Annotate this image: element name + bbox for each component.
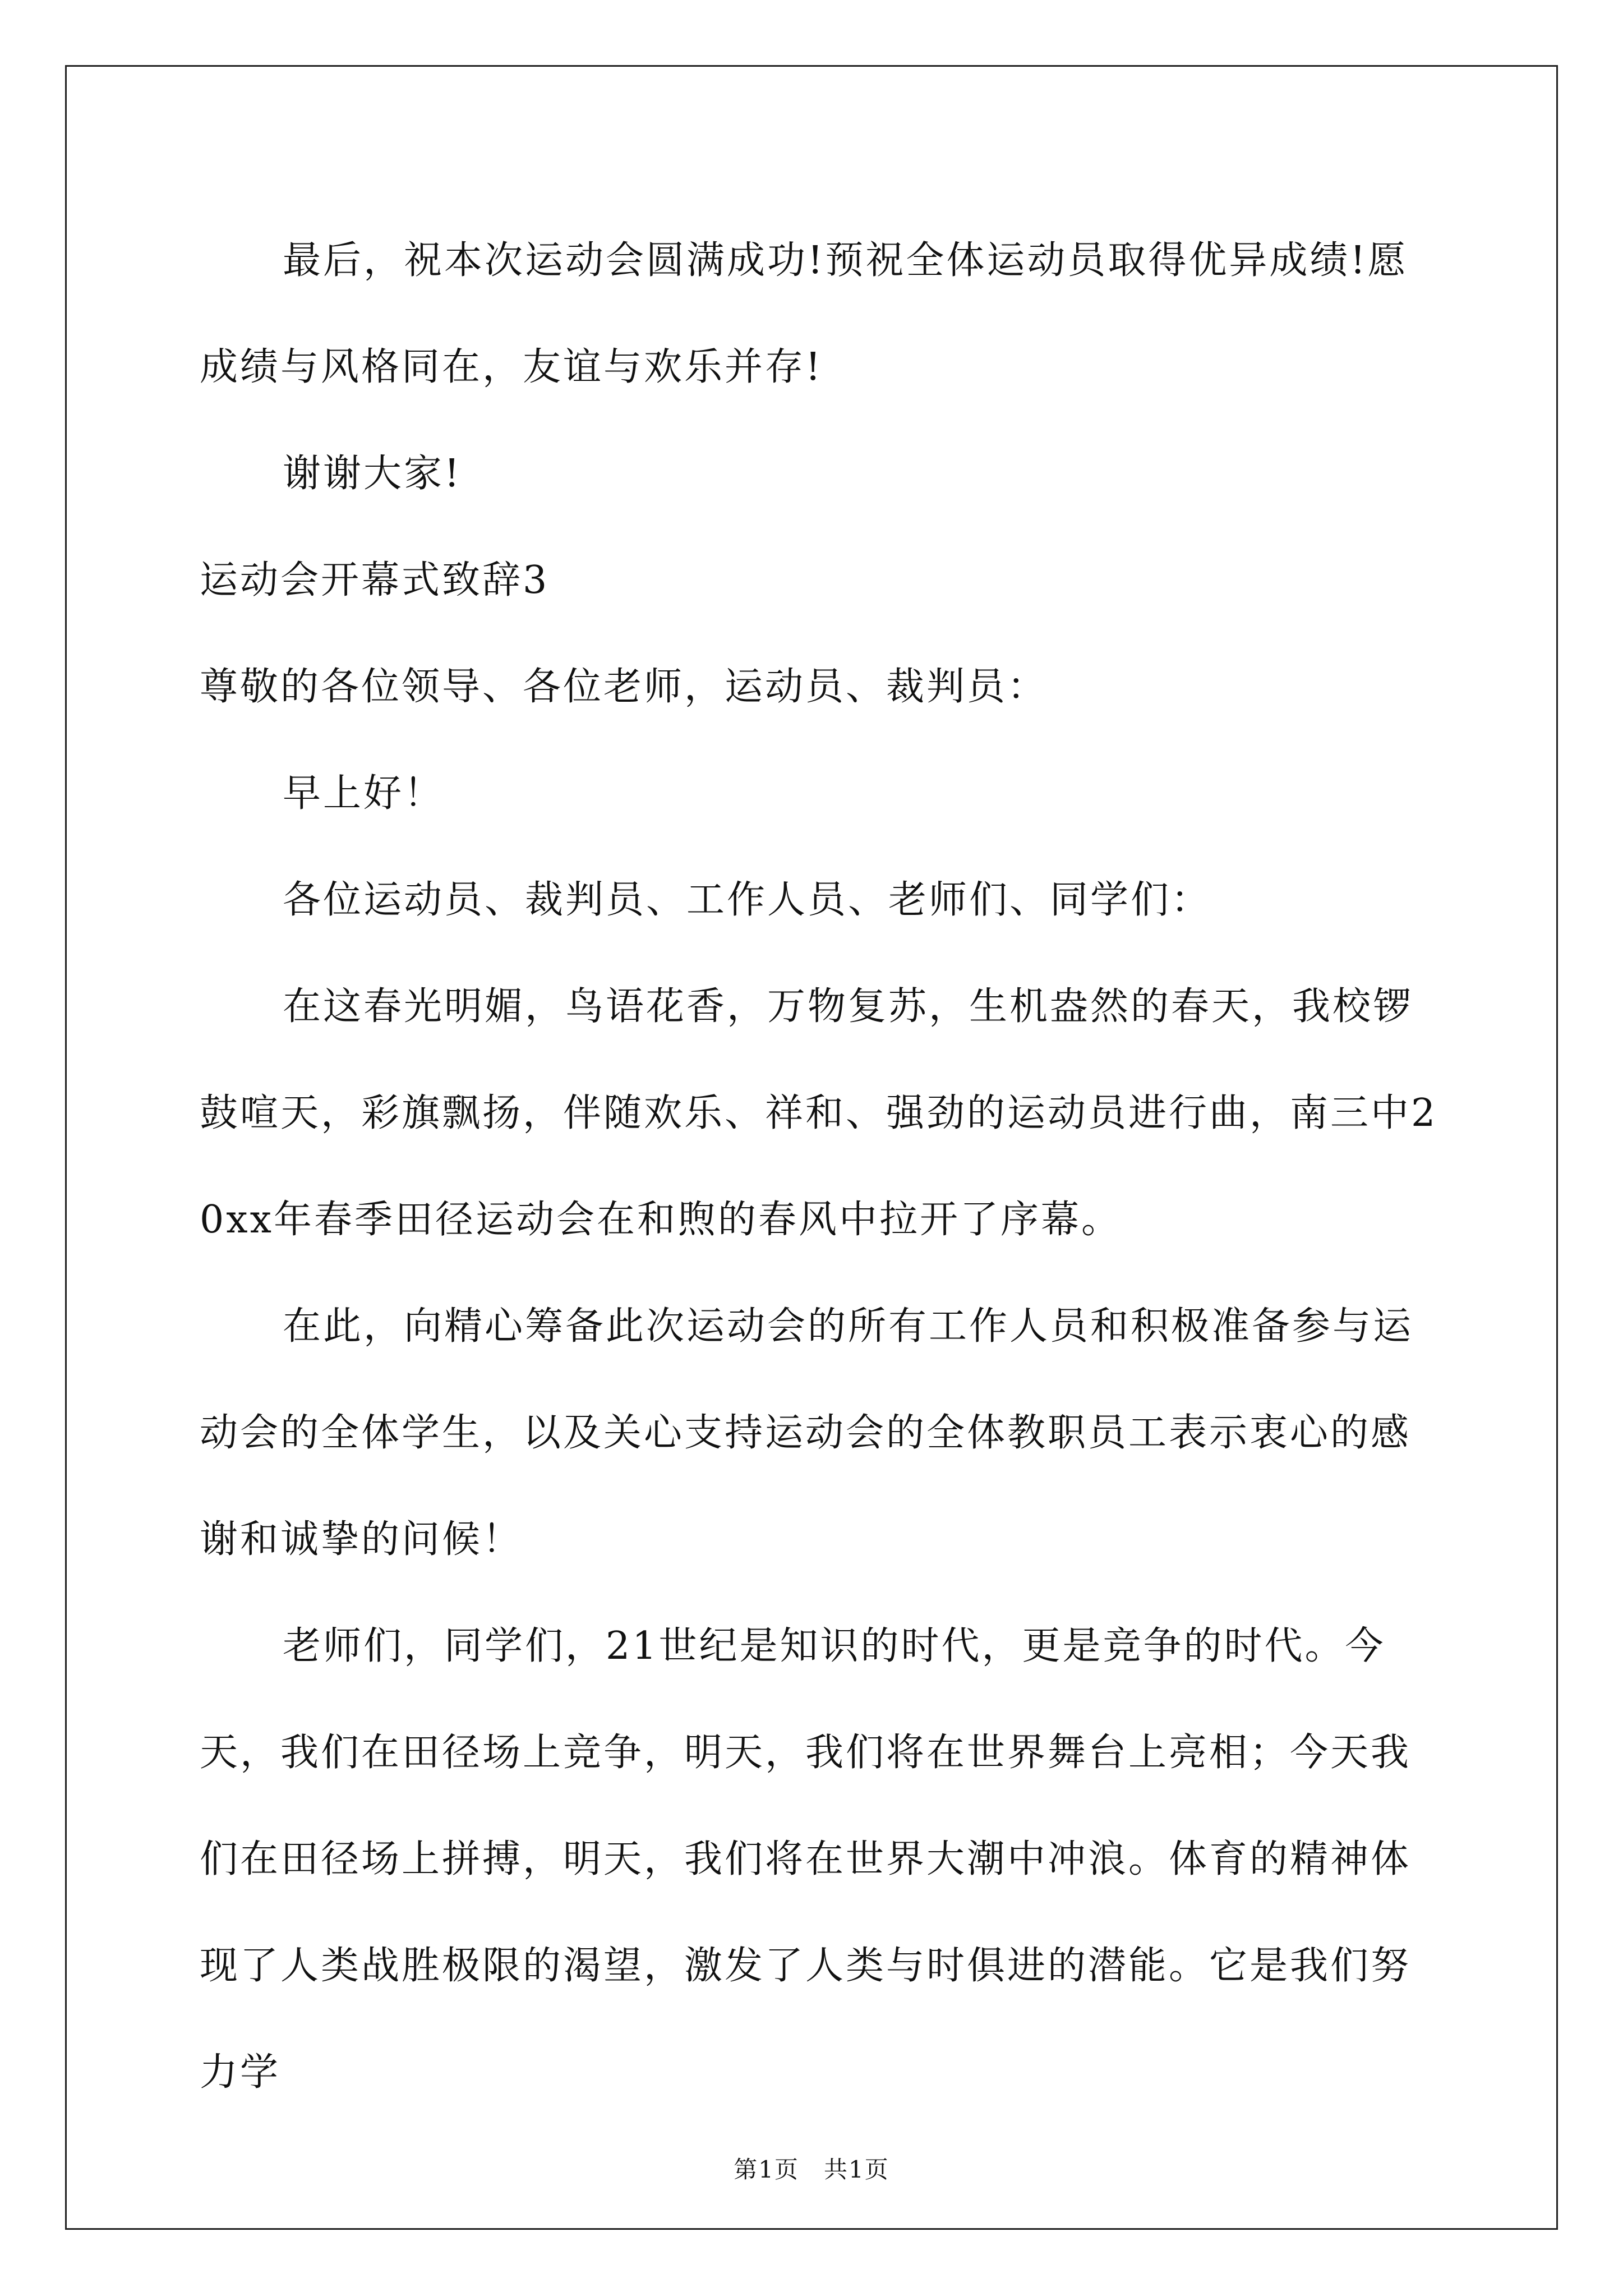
paragraph-thanks: 谢谢大家! (283, 452, 462, 496)
page-footer: 第1页 共1页 (734, 2156, 889, 2183)
paragraph-salutation: 尊敬的各位领导、各位老师，运动员、裁判员： (200, 665, 1048, 709)
paragraph-gratitude: 在此，向精心筹备此次运动会的所有工作人员和积极准备参与运动会的全体学生，以及关心支持运动会的全体教职员工表示衷心的感谢和诚挚的问候！ (200, 1304, 1414, 1562)
paragraph-spring-opening: 在这春光明媚，鸟语花香，万物复苏，生机盎然的春天，我校锣鼓喧天，彩旗飘扬，伴随欢乐、祥和、强劲的运动员进行曲，南三中20xx年春季田径运动会在和煦的春风中拉开了序幕。 (200, 984, 1438, 1242)
paragraph-address: 各位运动员、裁判员、工作人员、老师们、同学们： (283, 878, 1212, 922)
paragraph-closing-wishes: 最后，祝本次运动会圆满成功!预祝全体运动员取得优异成绩!愿成绩与风格同在，友谊与欢乐并存! (200, 238, 1408, 389)
paragraph-greeting: 早上好！ (283, 771, 445, 816)
section-heading: 运动会开幕式致辞3 (200, 558, 550, 602)
document-body (200, 208, 1439, 2126)
paragraph-competition: 老师们，同学们，21世纪是知识的时代，更是竞争的时代。今天，我们在田径场上竞争，明天，我们将在世界舞台上亮相；今天我们在田径场上拼搏，明天，我们将在世界大潮中冲浪。体育的精神体现了人类战胜极限的渴望，激发了人类与时俱进的潜能。它是我们努力学 (200, 1624, 1412, 2095)
